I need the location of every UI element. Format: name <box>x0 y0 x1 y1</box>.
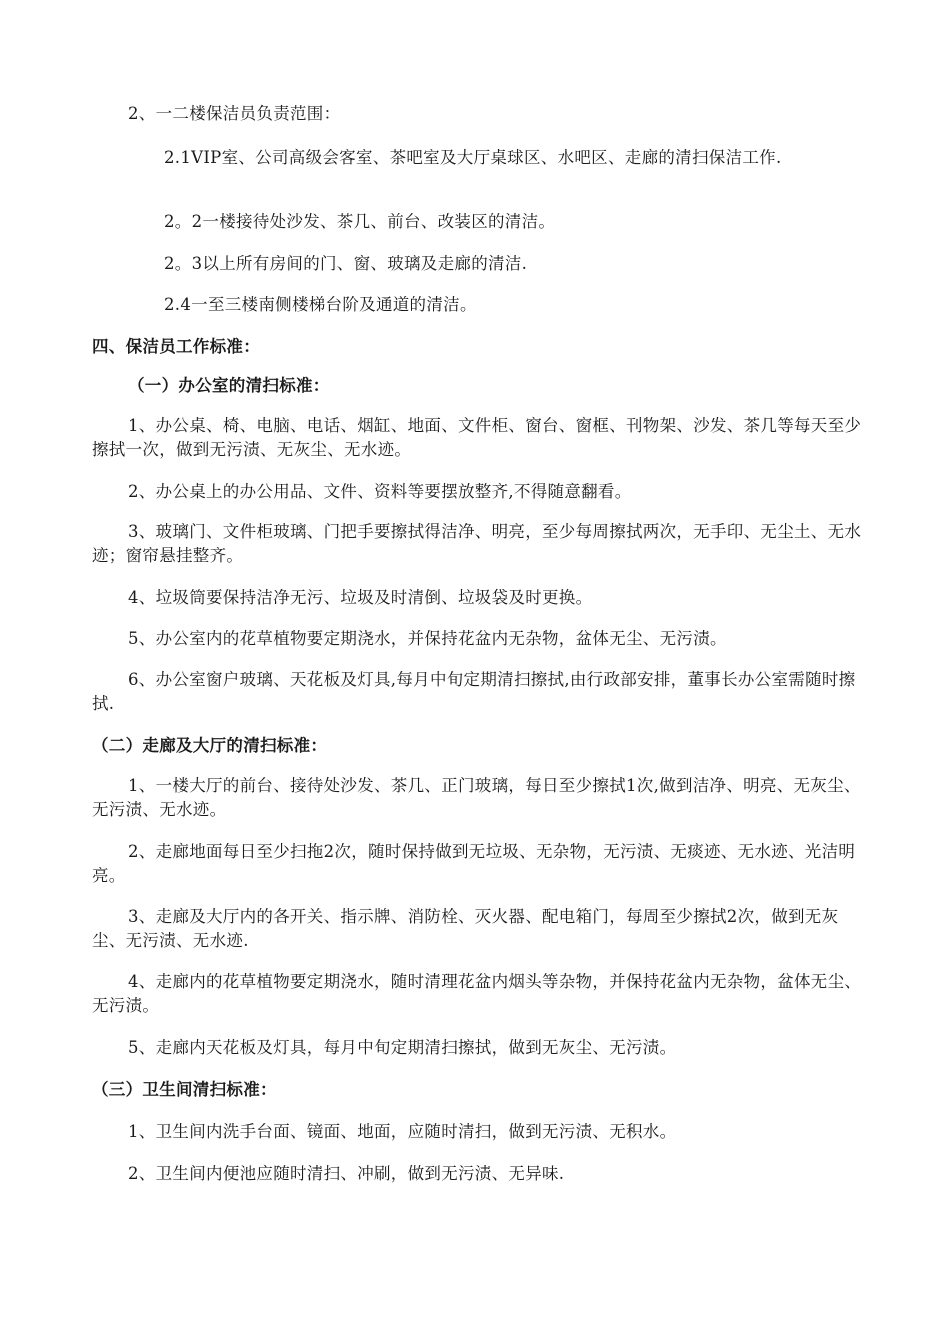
section4-title: 四、保洁员工作标准： <box>92 337 260 356</box>
sub2-item-3: 3、走廊及大厅内的各开关、指示牌、消防栓、灭火器、配电箱门，每周至少擦拭2次，做到无灰尘、无污渍、无水迹. <box>92 907 839 950</box>
sub1-item-5: 5、办公室内的花草植物要定期浇水，并保持花盆内无杂物，盆体无尘、无污渍。 <box>128 629 727 648</box>
sub1-item-2: 2、办公桌上的办公用品、文件、资料等要摆放整齐,不得随意翻看。 <box>128 482 632 501</box>
section3-item2-2: 2。2一楼接待处沙发、茶几、前台、改装区的清洁。 <box>164 212 556 231</box>
section4-sub3-title: （三）卫生间清扫标准： <box>92 1080 277 1099</box>
sub3-item-2: 2、卫生间内便池应随时清扫、冲刷，做到无污渍、无异味. <box>128 1164 565 1183</box>
section4-sub1-title: （一）办公室的清扫标准： <box>128 376 330 395</box>
section3-item2-heading: 2、一二楼保洁员负责范围： <box>128 104 341 123</box>
sub2-item-1: 1、一楼大厅的前台、接待处沙发、茶几、正门玻璃，每日至少擦拭1次,做到洁净、明亮、无灰尘、无污渍、无水迹。 <box>92 776 861 819</box>
sub2-item-2: 2、走廊地面每日至少扫拖2次，随时保持做到无垃圾、无杂物，无污渍、无痰迹、无水迹、光洁明亮。 <box>92 842 856 885</box>
sub2-item-5: 5、走廊内天花板及灯具，每月中旬定期清扫擦拭，做到无灰尘、无污渍。 <box>128 1038 677 1057</box>
section4-sub2-title: （二）走廊及大厅的清扫标准： <box>92 736 328 755</box>
sub3-item-1: 1、卫生间内洗手台面、镜面、地面，应随时清扫，做到无污渍、无积水。 <box>128 1122 677 1141</box>
sub1-item-3: 3、玻璃门、文件柜玻璃、门把手要擦拭得洁净、明亮，至少每周擦拭两次，无手印、无尘土、无水迹；窗帘悬挂整齐。 <box>92 522 862 565</box>
sub2-item-4: 4、走廊内的花草植物要定期浇水，随时清理花盆内烟头等杂物，并保持花盆内无杂物，盆体无尘、无污渍。 <box>92 972 862 1015</box>
sub1-item-1: 1、办公桌、椅、电脑、电话、烟缸、地面、文件柜、窗台、窗框、刊物架、沙发、茶几等每天至少擦拭一次，做到无污渍、无灰尘、无水迹。 <box>92 416 862 459</box>
section3-item2-1: 2.1VIP室、公司高级会客室、茶吧室及大厅桌球区、水吧区、走廊的清扫保洁工作. <box>164 148 782 167</box>
section3-item2-3: 2。3以上所有房间的门、窗、玻璃及走廊的清洁. <box>164 254 528 273</box>
sub1-item-6: 6、办公室窗户玻璃、天花板及灯具,每月中旬定期清扫擦拭,由行政部安排，董事长办公室需随时擦拭. <box>92 670 856 713</box>
section3-item2-4: 2.4一至三楼南侧楼梯台阶及通道的清洁。 <box>164 295 477 314</box>
sub1-item-4: 4、垃圾筒要保持洁净无污、垃圾及时清倒、垃圾袋及时更换。 <box>128 588 593 607</box>
